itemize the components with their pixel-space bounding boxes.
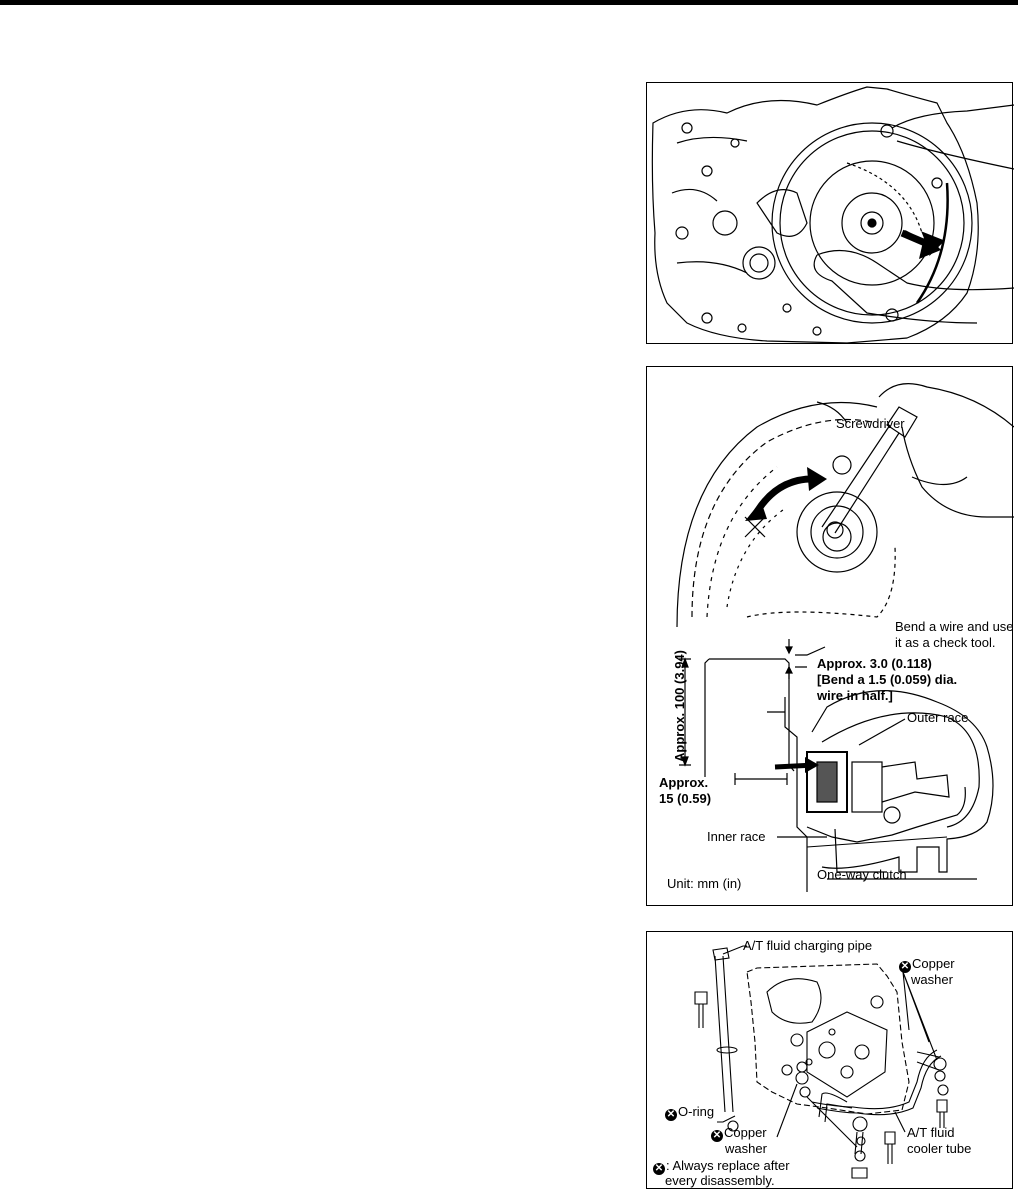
- label-charging-pipe: A/T fluid charging pipe: [743, 938, 873, 953]
- label-copper-washer-right-1: ✕ Copper: [900, 956, 955, 972]
- label-one-way-clutch: One-way clutch: [817, 867, 907, 882]
- label-bend-wire-2: it as a check tool.: [895, 635, 996, 650]
- label-o-ring: ✕ O-ring: [666, 1104, 715, 1120]
- label-approx-3: Approx. 3.0 (0.118): [817, 656, 932, 671]
- replace-marker-icon: ✕: [900, 961, 910, 972]
- legend-line-1: ✕ : Always replace after: [654, 1158, 790, 1174]
- figure-one-way-clutch-check: [646, 366, 1013, 906]
- replace-marker-icon: ✕: [654, 1163, 664, 1174]
- label-bend-note-1: [Bend a 1.5 (0.059) dia.: [817, 672, 958, 687]
- label-copper-washer-bottom-1: ✕ Copper: [712, 1125, 767, 1141]
- label-cooler-tube-2: cooler tube: [907, 1141, 972, 1156]
- label-bend-wire-1: Bend a wire and use: [895, 619, 1014, 634]
- header-rule: [0, 0, 1018, 5]
- figure-charging-pipe: [646, 931, 1013, 1189]
- label-bend-note-2: wire in half.]: [817, 688, 893, 703]
- replace-marker-icon: ✕: [666, 1109, 676, 1120]
- label-approx-15-1: Approx.: [659, 775, 709, 790]
- converter-install-illustration: [647, 83, 1014, 345]
- figure-converter-install: [646, 82, 1013, 344]
- label-approx-100: Approx. 100 (3.94): [672, 650, 687, 762]
- label-cooler-tube-1: A/T fluid: [907, 1125, 955, 1140]
- replace-marker-icon: ✕: [712, 1130, 722, 1141]
- label-screwdriver: Screwdriver: [836, 416, 905, 431]
- label-inner-race: Inner race: [707, 829, 766, 844]
- label-unit: Unit: mm (in): [667, 876, 742, 891]
- label-approx-15-2: 15 (0.59): [659, 791, 712, 806]
- label-outer-race: Outer race: [907, 710, 969, 725]
- label-copper-washer-bottom-2: washer: [725, 1141, 767, 1156]
- legend-line-2: every disassembly.: [665, 1173, 775, 1188]
- label-copper-washer-right-2: washer: [911, 972, 953, 987]
